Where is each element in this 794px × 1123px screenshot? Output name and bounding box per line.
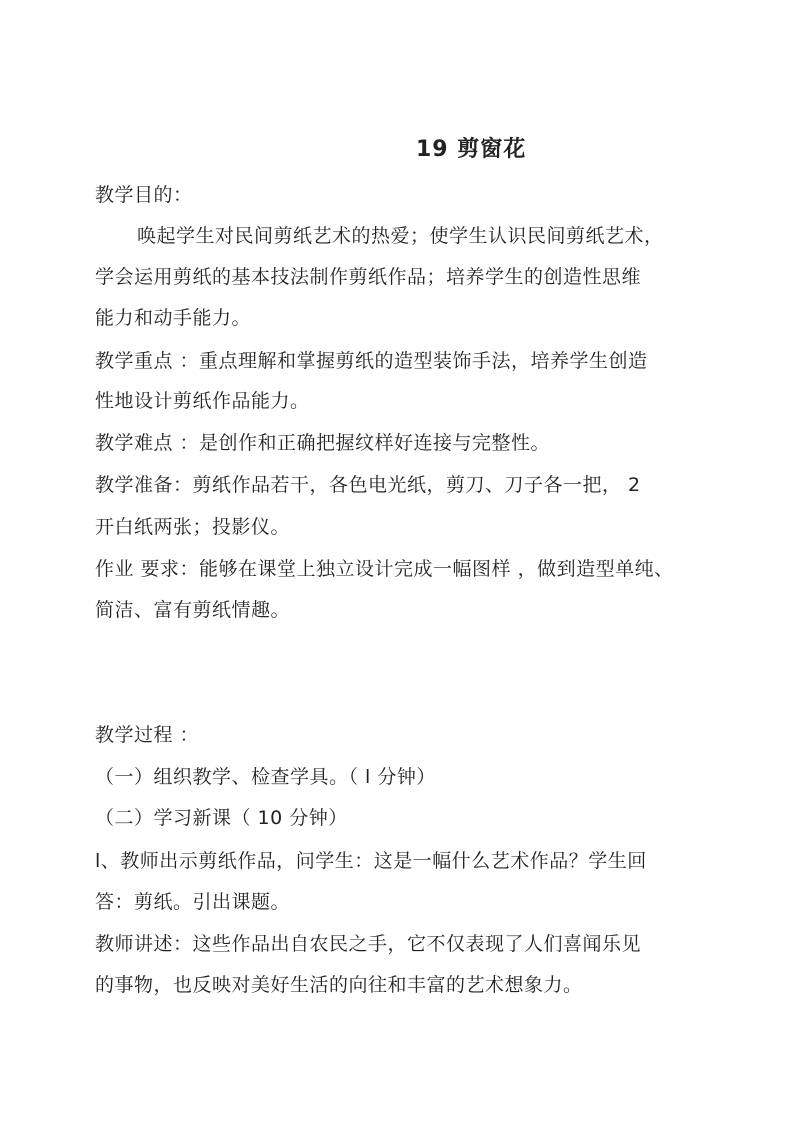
teaching-preparation-line: 教学准备：剪纸作品若干，各色电光纸，剪刀、刀子各一把， 2 [95, 474, 641, 496]
process-step-line: （二）学习新课（ 10 分钟） [95, 807, 348, 829]
teaching-difficulty-line: 教学难点 ：是创作和正确把握纹样好连接与完整性。 [95, 432, 551, 454]
paragraph-line: 唤起学生对民间剪纸艺术的热爱；使学生认识民间剪纸艺术， [137, 225, 664, 247]
paragraph-line: 的事物，也反映对美好生活的向往和丰富的艺术想象力。 [95, 974, 583, 996]
paragraph-line: 开白纸两张；投影仪。 [95, 516, 291, 538]
paragraph-line: 学会运用剪纸的基本技法制作剪纸作品；培养学生的创造性思维 [95, 266, 642, 288]
process-step-line: （一）组织教学、检查学具。（ l 分钟） [95, 766, 436, 788]
paragraph-line: 性地设计剪纸作品能力。 [95, 390, 310, 412]
homework-requirement-line: 作业 要求：能够在课堂上独立设计完成一幅图样 ，做到造型单纯、 [95, 558, 674, 580]
document-title: 19 剪窗花 [416, 137, 527, 162]
heading-teaching-purpose: 教学目的： [95, 184, 193, 206]
heading-teaching-process: 教学过程 ： [95, 724, 200, 746]
paragraph-line: 教师讲述：这些作品出自农民之手，它不仅表现了人们喜闻乐见 [95, 933, 642, 955]
paragraph-line: 简洁、富有剪纸情趣。 [95, 599, 291, 621]
paragraph-line: 答：剪纸。引出课题。 [95, 891, 291, 913]
teaching-focus-line: 教学重点 ：重点理解和掌握剪纸的造型装饰手法，培养学生创造 [95, 350, 648, 372]
paragraph-line: 能力和动手能力。 [95, 307, 252, 329]
paragraph-line: l、教师出示剪纸作品，问学生：这是一幅什么艺术作品？学生回 [95, 850, 647, 872]
